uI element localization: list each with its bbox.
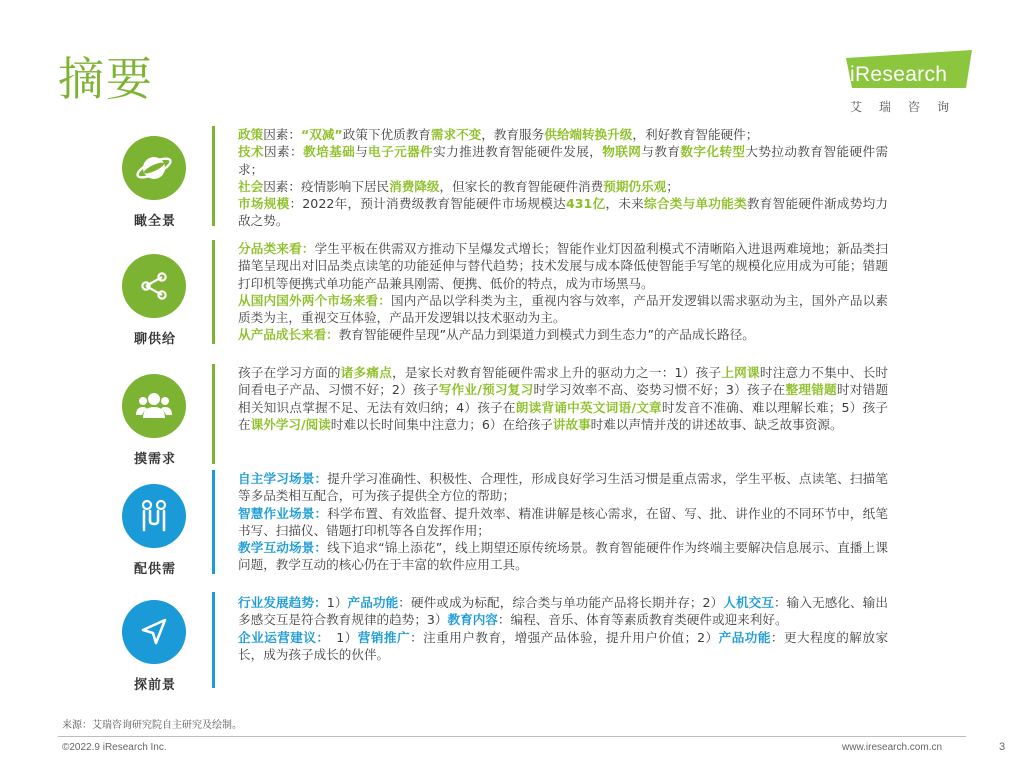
section-icon-block (122, 600, 188, 693)
highlight-text: 整理错题 (785, 382, 837, 398)
highlight-text: 企业运营建议： (238, 629, 324, 645)
section-label: 瞰全景 (133, 214, 176, 229)
body-text: 国内产品以学科类为主，重视内容与效率，产品开发逻辑以需求驱动为主，国外产品以素质类为主，重视交互体验，产品开发逻辑以技术驱动为主。 (238, 292, 889, 326)
highlight-text: 行业发展趋势： (238, 595, 327, 610)
section-paragraph (238, 364, 888, 433)
section-paragraph (238, 143, 888, 178)
section-icon-block (122, 254, 188, 347)
highlight-text: 数字化转型 (680, 144, 746, 160)
highlight-text: 智慧作业场景： (238, 505, 328, 521)
highlight-text: 需求不变 (430, 127, 482, 142)
highlight-text: 预期仍乐观 (603, 178, 667, 194)
section-paragraph (238, 505, 888, 540)
section-content (238, 240, 888, 344)
body-text: ，是家长对教育智能硬件需求上升的驱动力之一：1）孩子 (392, 365, 722, 380)
highlight-text: 从产品成长来看： (238, 327, 339, 343)
body-text: ，未来 (605, 196, 645, 212)
highlight-text: 写作业/预习复习 (438, 382, 534, 398)
highlight-text: 人机交互 (723, 595, 774, 610)
body-text: 时难以声情并茂的讲述故事、缺乏故事资源。 (590, 416, 843, 432)
section-divider (212, 470, 215, 574)
section-paragraph (238, 178, 888, 195)
section-paragraph (238, 470, 888, 505)
body-text: 时难以长时间集中注意力；6）在给孩子 (330, 416, 553, 432)
highlight-text: 综合类与单功能类 (644, 196, 747, 212)
body-text: 时注意力不集中、长时间看电子产品、习惯不好；2）孩子 (238, 365, 889, 398)
body-text: 实力推进教育智能硬件发展， (433, 144, 603, 160)
connect-icon (122, 484, 186, 548)
page-title: 摘要 (58, 52, 154, 106)
body-text: 因素：疫情影响下居民 (263, 178, 390, 194)
section-icon-block (122, 484, 188, 577)
highlight-text: 从国内国外两个市场来看： (238, 292, 391, 308)
iresearch-logo (846, 50, 976, 120)
body-text: 与 (355, 144, 369, 160)
highlight-text: 营销推广 (357, 629, 411, 645)
section-paragraph (238, 240, 888, 292)
body-text: 政策下优质教育 (342, 127, 431, 142)
section-paragraph (238, 629, 888, 664)
body-text: 时发音不准确、难以理解长难；5）孩子在 (238, 399, 889, 432)
body-text: 与教育 (641, 144, 681, 160)
section-icon-block (122, 374, 188, 467)
body-text: 线下追求“锦上添花”，线上期望还原传统场景。教育智能硬件作为终端主要解决信息展示、直播上课问题，教学互动的核心仍在于丰富的软件应用工具。 (238, 540, 888, 573)
highlight-text: 产品功能 (347, 595, 399, 610)
highlight-text: “双减” (300, 127, 343, 142)
highlight-text: 产品功能 (718, 629, 771, 645)
highlight-text: 分品类来看： (238, 241, 315, 256)
section-label: 探前景 (133, 678, 176, 693)
source-note: 来源：艾瑞咨询研究院自主研究及绘制。 (62, 720, 242, 731)
section-label: 配供需 (133, 562, 176, 577)
section-paragraph (238, 126, 888, 143)
section-divider (212, 364, 215, 464)
highlight-text: 供给端转换升级 (544, 127, 633, 142)
body-text: 孩子在学习方面的 (238, 365, 341, 380)
section-label: 聊供给 (133, 332, 176, 347)
body-text: 1） (323, 629, 358, 645)
section-divider (212, 240, 215, 344)
section-divider (212, 126, 215, 226)
body-text: 教育智能硬件呈现”从产品力到渠道力到模式力到生态力”的产品成长路径。 (338, 327, 755, 343)
body-text: ：编程、音乐、体育等素质教育类硬件或迎来利好。 (497, 612, 788, 628)
highlight-text: 物联网 (602, 144, 642, 160)
footer-divider (58, 736, 966, 737)
body-text: 因素： (263, 127, 301, 142)
section-paragraph (238, 292, 888, 327)
highlight-text: 431亿 (566, 196, 606, 212)
share-icon (122, 254, 186, 318)
copyright: ©2022.9 iResearch Inc. (62, 742, 167, 753)
body-text: ：硬件或成为标配，综合类与单功能产品将长期并存；2） (398, 595, 724, 610)
navigation-icon (122, 600, 186, 664)
highlight-text: 教培基础 (303, 144, 356, 160)
section-paragraph (238, 326, 888, 343)
highlight-text: 教育内容 (447, 612, 498, 628)
highlight-text: 政策 (238, 127, 264, 142)
logo-text: iResearch (850, 63, 948, 86)
highlight-text: 电子元器件 (368, 144, 434, 160)
highlight-text: 自主学习场景： (238, 471, 328, 486)
highlight-text: 社会 (238, 178, 264, 194)
website-link[interactable]: www.iresearch.com.cn (842, 742, 943, 753)
section-icon-block (122, 136, 188, 229)
highlight-text: 市场规模 (238, 196, 290, 212)
section-content (238, 126, 888, 230)
body-text: 教育智能硬件渐成势均力敌之势。 (238, 196, 889, 229)
users-icon (122, 374, 186, 438)
highlight-text: 朗读背诵中英文词语/文章 (515, 399, 662, 415)
highlight-text: 教学互动场景： (238, 540, 328, 556)
section-content (238, 364, 888, 433)
body-text: ； (666, 178, 679, 194)
body-text: 大势拉动教育智能硬件需求； (238, 144, 889, 177)
highlight-text: 技术 (238, 144, 265, 160)
body-text: 时学习效率不高、姿势习惯不好；3）孩子在 (533, 382, 786, 398)
body-text: 时对错题相关知识点掌握不足、无法有效归纳；4）孩子在 (238, 382, 889, 415)
body-text: 学生平板在供需双方推动下呈爆发式增长；智能作业灯因盈利模式不清晰陷入进退两难境地；新品类扫描笔呈现出对旧品类点读笔的功能延伸与替代趋势；技术发展与成本降低使智能手写笔的规模化应用成为可能；错题打印机等便携式单功能产品兼具刚需、便携、低价的特点，成为市场黑马。 (238, 241, 889, 291)
section-content (238, 470, 888, 574)
body-text: 因素： (264, 144, 304, 160)
section-divider (212, 592, 215, 688)
highlight-text: 上网课 (721, 365, 760, 380)
section-paragraph (238, 594, 888, 629)
section-paragraph (238, 539, 888, 574)
highlight-text: 消费降级 (389, 178, 440, 194)
highlight-text: 讲故事 (552, 416, 591, 432)
page-number: 3 (999, 741, 1006, 753)
body-text: 1） (326, 595, 348, 610)
section-content (238, 594, 888, 663)
body-text: ，教育服务 (481, 127, 545, 142)
section-label: 摸需求 (133, 452, 176, 467)
section-paragraph (238, 195, 888, 230)
body-text: ，利好教育智能硬件； (632, 127, 759, 142)
body-text: 科学布置、有效监督、提升效率、精准讲解是核心需求，在留、写、批、讲作业的不同环节中，纸笔书写、扫描仪、错题打印机等各自发挥作用； (238, 505, 889, 538)
body-text: ，但家长的教育智能硬件消费 (439, 178, 604, 194)
body-text: ：注重用户教育，增强产品体验，提升用户价值；2） (410, 629, 719, 645)
logo-subtitle: 艾瑞咨询 (850, 100, 967, 114)
body-text: ：2022年，预计消费级教育智能硬件市场规模达 (289, 196, 567, 212)
body-text: 提升学习准确性、积极性、合理性，形成良好学习生活习惯是重点需求，学生平板、点读笔、扫描笔等多品类相互配合，可为孩子提供全方位的帮助； (238, 471, 889, 504)
highlight-text: 诸多痛点 (340, 365, 393, 380)
body-text: ：更大程度的解放家长，成为孩子成长的伙伴。 (238, 629, 889, 662)
highlight-text: 课外学习/阅读 (250, 416, 331, 432)
planet-icon (122, 136, 186, 200)
body-text: ：输入无感化、输出多感交互是符合教育规律的趋势；3） (238, 595, 889, 628)
